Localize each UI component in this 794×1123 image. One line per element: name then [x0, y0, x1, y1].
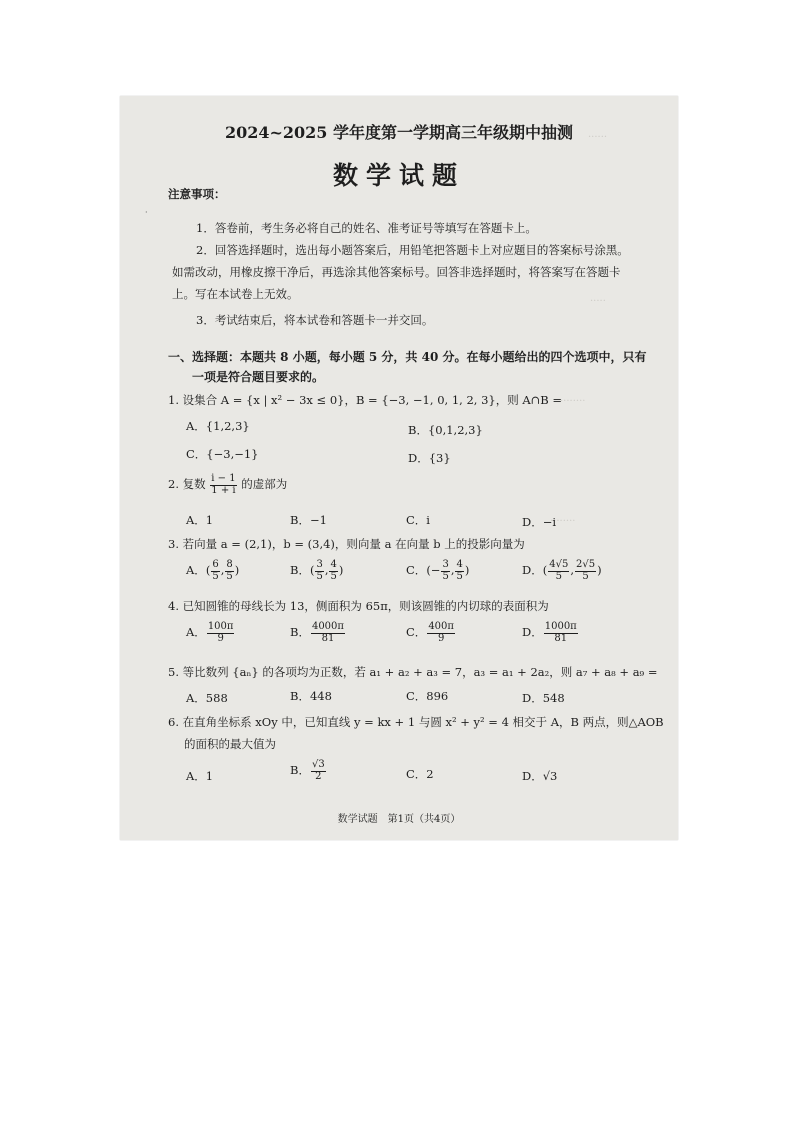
- question-6-stem-cont: 的面积的最大值为: [184, 737, 276, 751]
- exam-title: 2024~2025 学年度第一学期高三年级期中抽测: [224, 123, 574, 142]
- denominator: 5: [226, 570, 233, 582]
- q1-option-d: D．{3}: [408, 451, 451, 465]
- option-label: B．: [290, 763, 310, 777]
- denominator: 5: [456, 570, 463, 582]
- fraction: [211, 560, 219, 582]
- option-label: A．: [186, 625, 206, 639]
- notice-item: 3．考试结束后，将本试卷和答题卡一并交回。: [196, 313, 434, 327]
- denominator: 9: [437, 632, 445, 644]
- denominator: 5: [555, 570, 562, 582]
- numerator: 4000π: [311, 621, 344, 632]
- bleed-through-mark: ·····: [590, 296, 606, 307]
- denominator: 2: [315, 770, 322, 782]
- q6-option-c: C．2: [406, 767, 434, 781]
- q1-option-b: B．{0,1,2,3}: [408, 423, 483, 437]
- q2-numerator: i − 1: [211, 473, 236, 484]
- q3-option-d: D．( $\frac{4√5}{5}$ , $\frac{2√5}{5}$ ): [522, 559, 602, 582]
- fraction: [311, 760, 326, 782]
- option-label: C．: [406, 563, 427, 577]
- fraction: [207, 622, 235, 644]
- question-2-stem: [168, 474, 287, 496]
- denominator: 5: [316, 570, 323, 582]
- fraction: [427, 622, 455, 644]
- q4-option-a: [186, 622, 235, 644]
- option-label: C．: [406, 625, 427, 639]
- q2-option-c: C．i: [406, 513, 430, 527]
- denominator: 5: [330, 570, 337, 582]
- numerator: 6: [212, 559, 219, 570]
- denominator: 81: [321, 632, 335, 644]
- option-label: A．: [186, 563, 206, 577]
- bleed-through-mark: ········: [550, 516, 576, 527]
- denominator: 5: [582, 570, 589, 582]
- q2-fraction: [210, 474, 236, 496]
- notice-item: 如需改动，用橡皮擦干净后，再选涂其他答案标号。回答非选择题时，将答案写在答题卡: [172, 265, 621, 279]
- bleed-through-mark: ········: [560, 396, 586, 407]
- notice-item: 1．答卷前，考生务必将自己的姓名、准考证号等填写在答题卡上。: [196, 221, 537, 235]
- fraction: [315, 560, 323, 582]
- bleed-through-mark: ······: [588, 132, 608, 143]
- question-1-stem: 1. 设集合 A = {x | x² − 3x ≤ 0}，B = {−3, −1, 0, 1, 2, 3}，则 A∩B =: [168, 393, 563, 407]
- q2-denominator: 1 + i: [211, 484, 236, 496]
- q4-option-c: [406, 622, 456, 644]
- numerator: 4√5: [549, 559, 569, 570]
- notice-item: 上。写在本试卷上无效。: [172, 287, 299, 301]
- q5-option-c: C．896: [406, 689, 449, 703]
- numerator: 8: [226, 559, 233, 570]
- notice-item: 2．回答选择题时，选出每小题答案后，用铅笔把答题卡上对应题目的答案标号涂黑。: [196, 243, 629, 257]
- fraction: [329, 560, 337, 582]
- fraction: [311, 622, 345, 644]
- q2-option-a: A．1: [186, 513, 214, 527]
- denominator: 5: [212, 570, 219, 582]
- numerator: 1000π: [544, 621, 577, 632]
- fraction: [544, 622, 578, 644]
- exam-page: [120, 96, 678, 840]
- option-label: D．: [522, 625, 543, 639]
- q5-option-d: D．548: [522, 691, 565, 705]
- fraction: [441, 560, 449, 582]
- q3-option-c: C．(− $\frac{3}{5}$ , $\frac{4}{5}$ ): [406, 559, 470, 582]
- q2-option-b: B．−1: [290, 513, 327, 527]
- numerator: 100π: [207, 621, 234, 632]
- numerator: 3: [442, 559, 449, 570]
- denominator: 5: [442, 570, 449, 582]
- question-6-stem: 6. 在直角坐标系 xOy 中，已知直线 y = kx + 1 与圆 x² + y² = 4 相交于 A，B 两点，则△AOB: [168, 715, 664, 729]
- q1-option-c: C．{−3,−1}: [186, 447, 259, 461]
- q2-prefix: 2. 复数: [168, 477, 206, 491]
- page-footer: 数学试题 第1页（共4页）: [337, 814, 461, 825]
- q6-option-b: [290, 760, 327, 782]
- fraction: [548, 560, 569, 582]
- q4-option-b: [290, 622, 346, 644]
- option-label: B．: [290, 625, 310, 639]
- q6-option-a: A．1: [186, 769, 214, 783]
- q5-option-a: A．588: [186, 691, 228, 705]
- fraction: [455, 560, 463, 582]
- question-5-stem: 5. 等比数列 {aₙ} 的各项均为正数，若 a₁ + a₂ + a₃ = 7，a₃ = a₁ + 2a₂，则 a₇ + a₈ + a₉ =: [168, 665, 658, 679]
- denominator: 81: [554, 632, 568, 644]
- question-3-stem: 3. 若向量 a = (2,1)，b = (3,4)，则向量 a 在向量 b 上的投影向量为: [168, 537, 525, 551]
- subject-title: 数学试题: [332, 161, 465, 190]
- question-4-stem: 4. 已知圆锥的母线长为 13，侧面积为 65π，则该圆锥的内切球的表面积为: [168, 599, 549, 613]
- option-label: D．: [522, 563, 543, 577]
- q2-option-d: D．−i: [522, 515, 557, 529]
- section-heading: 一、选择题：本题共 8 小题，每小题 5 分，共 40 分。在每小题给出的四个选项中，只有: [168, 350, 647, 364]
- numerator: √3: [311, 759, 325, 770]
- fraction: [225, 560, 233, 582]
- q3-option-b: B．( $\frac{3}{5}$ , $\frac{4}{5}$ ): [290, 559, 344, 582]
- numerator: 4: [330, 559, 337, 570]
- q4-option-d: [522, 622, 579, 644]
- margin-dot: ·: [145, 208, 148, 217]
- q1-option-a: A．{1,2,3}: [186, 419, 250, 433]
- fraction: [575, 560, 596, 582]
- denominator: 9: [217, 632, 224, 644]
- numerator: 2√5: [576, 559, 596, 570]
- option-label: B．: [290, 563, 310, 577]
- numerator: 400π: [428, 621, 454, 632]
- q2-suffix: 的虚部为: [241, 477, 288, 491]
- numerator: 3: [316, 559, 323, 570]
- section-heading: 一项是符合题目要求的。: [192, 370, 325, 384]
- q6-option-d: D．√3: [522, 769, 558, 783]
- q5-option-b: B．448: [290, 689, 332, 703]
- notice-heading: 注意事项：: [168, 187, 226, 201]
- q3-option-a: A．( $\frac{6}{5}$ , $\frac{8}{5}$ ): [186, 559, 240, 582]
- numerator: 4: [456, 559, 463, 570]
